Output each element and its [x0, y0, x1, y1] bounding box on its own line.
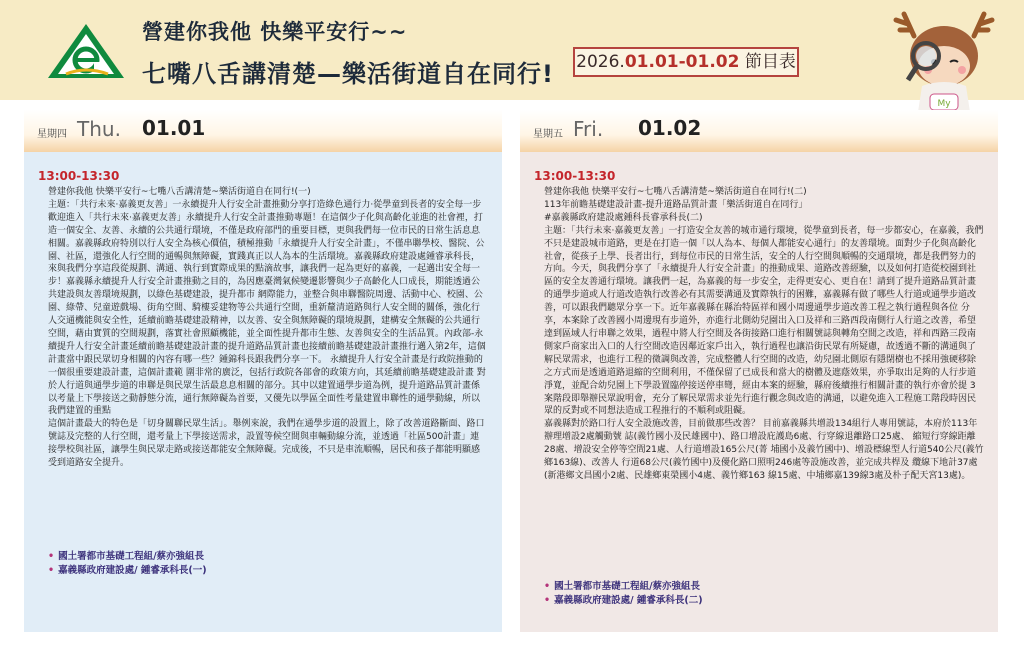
- program-paragraph: 營建你我他 快樂平安行~七嘴八舌講清楚~樂活街道自在同行!(一): [48, 187, 311, 197]
- guest-credits: [48, 550, 488, 578]
- header-banner: [0, 0, 1024, 109]
- program-paragraph: 嘉義縣對於路口行人安全設施改善，目前做那些改善？ 目前嘉義縣共增設134組行人專用號誌，本府於113年辦理增設2處觸動號 誌(義竹國小及民雄國中)、路口增設庇護島6處、行穿線退離路口25處、 縮短行穿線距離28處、增設安全停等空間21處、人行道增設165公尺(菁 埔國小及義竹國中)、增設標線型人行道540公尺(義竹鄉163線)、改善人 行道68公尺(義竹國中)及優化路口照明246處等設施改善，並完成共桿及 纜線下地計37處(新港鄉文昌國小2處、民雄鄉東榮國小4處、義竹鄉163 線15處、中埔鄉嘉139線3處及朴子配天宮13處)。: [544, 419, 984, 481]
- mascot-badge-text: My: [937, 99, 951, 109]
- schedule-date-box: [573, 47, 799, 77]
- date-prefix: 2026.: [576, 52, 625, 72]
- weekday-zh: 星期五: [533, 129, 563, 140]
- program-paragraph: 113年前瞻基礎建設計畫-提升道路品質計畫「樂活街道自在同行」: [544, 199, 808, 210]
- weekday-en: Fri.: [573, 117, 604, 141]
- guest-credits: [544, 580, 984, 608]
- date-suffix: 節目表: [739, 52, 796, 72]
- logo-icon: [46, 22, 126, 80]
- credit-line: • 國土署都市基礎工程組/蔡亦強組長: [544, 581, 701, 592]
- page-title-line1: 營建你我他 快樂平安行~~: [142, 20, 408, 44]
- day-date: 01.02: [638, 116, 702, 140]
- program-paragraph: 這個計畫最大的特色是「切身關聯民眾生活」。舉例來說，我們在通學步道的設置上，除了改善道路斷面、路口號誌及完整的人行空間，還考量上下學接送需求，設置等候空間與車輛動線分流，並透過「社區500計畫」連接學校與社區，讓學生與民眾走路或接送都能安全無障礙。完成後，不只是車流順暢，居民和孩子都能明顯感受到道路安全提升。: [48, 419, 485, 469]
- credit-text: 嘉義縣政府建設處/ 鍾睿承科長(一): [58, 565, 207, 576]
- time-slot: 13:00-13:30: [534, 169, 616, 183]
- page-title-line2: 七嘴八舌講清楚—樂活街道自在同行!: [142, 60, 554, 88]
- credit-text: 國土署都市基礎工程組/蔡亦強組長: [58, 551, 205, 562]
- day-panel-thu: [24, 110, 502, 632]
- credit-line: • 嘉義縣政府建設處/ 鍾睿承科長(一): [48, 565, 207, 576]
- weekday-zh: 星期四: [37, 129, 67, 140]
- program-paragraph: #嘉義縣政府建設處鍾科長睿承科長(二): [544, 212, 703, 223]
- weekday-en: Thu.: [77, 117, 121, 141]
- credit-line: • 嘉義縣政府建設處/ 鍾睿承科長(二): [544, 595, 703, 606]
- credit-text: 嘉義縣政府建設處/ 鍾睿承科長(二): [554, 595, 703, 606]
- day-date: 01.01: [142, 116, 206, 140]
- day-header-bar: [520, 110, 998, 152]
- program-paragraph: 主題：「共行未來‧嘉義更友善」一打造安全友善的城市通行環境，從學童到長者，每一步都安心，在嘉義，我們不只是建設城市道路，更是在打造一個「以人為本、每個人都能安心通行」的友善環境。面對少子化與高齡化社會，從孩子上學、長者出行，到每位市民的日常生活，安全的人行空間與順暢的交通環境，都是我們努力的方向。今天，與我們分享了「永續提升人行安全計畫」的推動成果、道路改善經驗，以及如何打造從校園到社區的安全友善通行環境。讓我們一起，為嘉義的每一步安全，走得更安心、更自在！請到了提升道路品質計畫的通學步道或人行道改造執行改善必有其需要溝通及實際執行的困難，嘉義縣有做了哪些人行道或通學步道改善，可以跟我們聽眾分享一下。近年嘉義縣在縣治特區祥和國小周邊通學步道改善工程之執行過程與各位 分享，本案除了改善國小周邊現有步道外，亦進行北側幼兒園出入口及祥和三路西段南側行人行道之改善，希望達到區域人行串聯之效果，過程中將人行空間及各街接路口進行相關號誌與轉角空間之改造，祥和西路三段南側家戶商家出入口的人行空間改造因鄰近家戶出入，執行過程也讓沿街民眾有所疑慮，故透過不斷的溝通與了解民眾需求，也進行工程的微調與改善，完成整體人行空間的改造，幼兒園北側原有隱閉樹也不採用強硬移除之方式而是透過道路退縮的空間利用，不僅保留了已成長和當大的樹體及遮蔭效果，亦爭取出足夠的人行步道淨寬，並配合幼兒園上下學設置臨停接送停車彎，經由本案的經驗，縣府後續推行相關計畫的執行亦會於提 3 案階段即舉辦民眾說明會，充分了解民眾需求並先行進行觀念與改造的溝通，以避免進入工程施工階段時因民眾的反對或不同想法造成工程推行的不順利或阻礙。: [544, 225, 984, 417]
- date-range: 01.01-01.02: [624, 52, 740, 72]
- program-description: [48, 186, 488, 470]
- reindeer-mascot-icon: [886, 6, 1002, 116]
- credit-text: 國土署都市基礎工程組/蔡亦強組長: [554, 581, 701, 592]
- day-panel-fri: [520, 110, 998, 632]
- program-paragraph: 主題：「共行未來‧嘉義更友善」一永續提升人行安全計畫推動分享打造綠色通行力‧從學童到長者的安全每一步歡迎進入「共行未來‧嘉義更友善」永續提升人行安全計畫推動專題！在這個少子化與高齡化並進的社會裡，打造一個安全、友善、永續的公共通行環境，不僅是政府部門的重要目標，更與我們每一位市民的日常生活息息相關。嘉義縣政府特別以行人安全為核心價值，積極推動「永續提升人行安全計畫」，不僅串聯學校、醫院、公園、社區，還強化人行空間的通暢與無障礙，實踐真正以人為本的生活環境。嘉義縣政府建設處鍾睿承科長，來與我們分享這段從規劃、溝通、執行到實際成果的點滴故事，讓我們一起為更好的嘉義，一起邁出安全每一步！嘉義縣永續提升人行安全計畫推動之目的，為因應臺灣氣候變遷影響與少子高齡化人口成長，期能透過公共建設與友善環境規劃，以綠色基礎建設，提升都市 網際能力，並整合與串聯醫院周邊、活動中心、校園、公園、綠帶、兒童遊戲場、街角空間、騎樓妥建物等公共通行空間，重新釐清道路與行人安全間的關係，強化行人交通機能與安全性，延續前瞻基礎建設精神，以友善、安全與無障礙的環境規劃，建構安全無礙的公共通行空間，藉由實質的空間規劃，落實社會照顧機能，並全面性提升都市生態、友善與安全的生活品質。內政部-永續提升人行安全計畫延續前瞻基礎建設計畫的提升道路品質計畫也接續前瞻基礎建設計畫推行邁入第2年，這個計畫當中跟民眾切身相關的內容有哪一些？鍾錦科長跟我們分享一下。 永續提升人行安全計畫是行政院推動的一個很重要建設計畫，這個計畫範 圍非常的廣泛，包括行政院各部會的政策方向，其延續前瞻基礎建設計畫 對於人行道與通學步道的串聯是與民眾生活最息息相關的部分。其中以建置通學步道為例，提升道路品質計畫係以考量上下學接送之動靜態分流，通行無障礙為首要，又優先以學區全面性考量建置串聯性的通學動線，所以我們建置的重點: [48, 199, 486, 417]
- program-description: [544, 186, 984, 483]
- day-header-bar: [24, 110, 502, 152]
- program-paragraph: 營建你我他 快樂平安行~七嘴八舌講清楚~樂活街道自在同行!(二): [544, 187, 807, 197]
- time-slot: 13:00-13:30: [38, 169, 120, 183]
- credit-line: • 國土署都市基礎工程組/蔡亦強組長: [48, 551, 205, 562]
